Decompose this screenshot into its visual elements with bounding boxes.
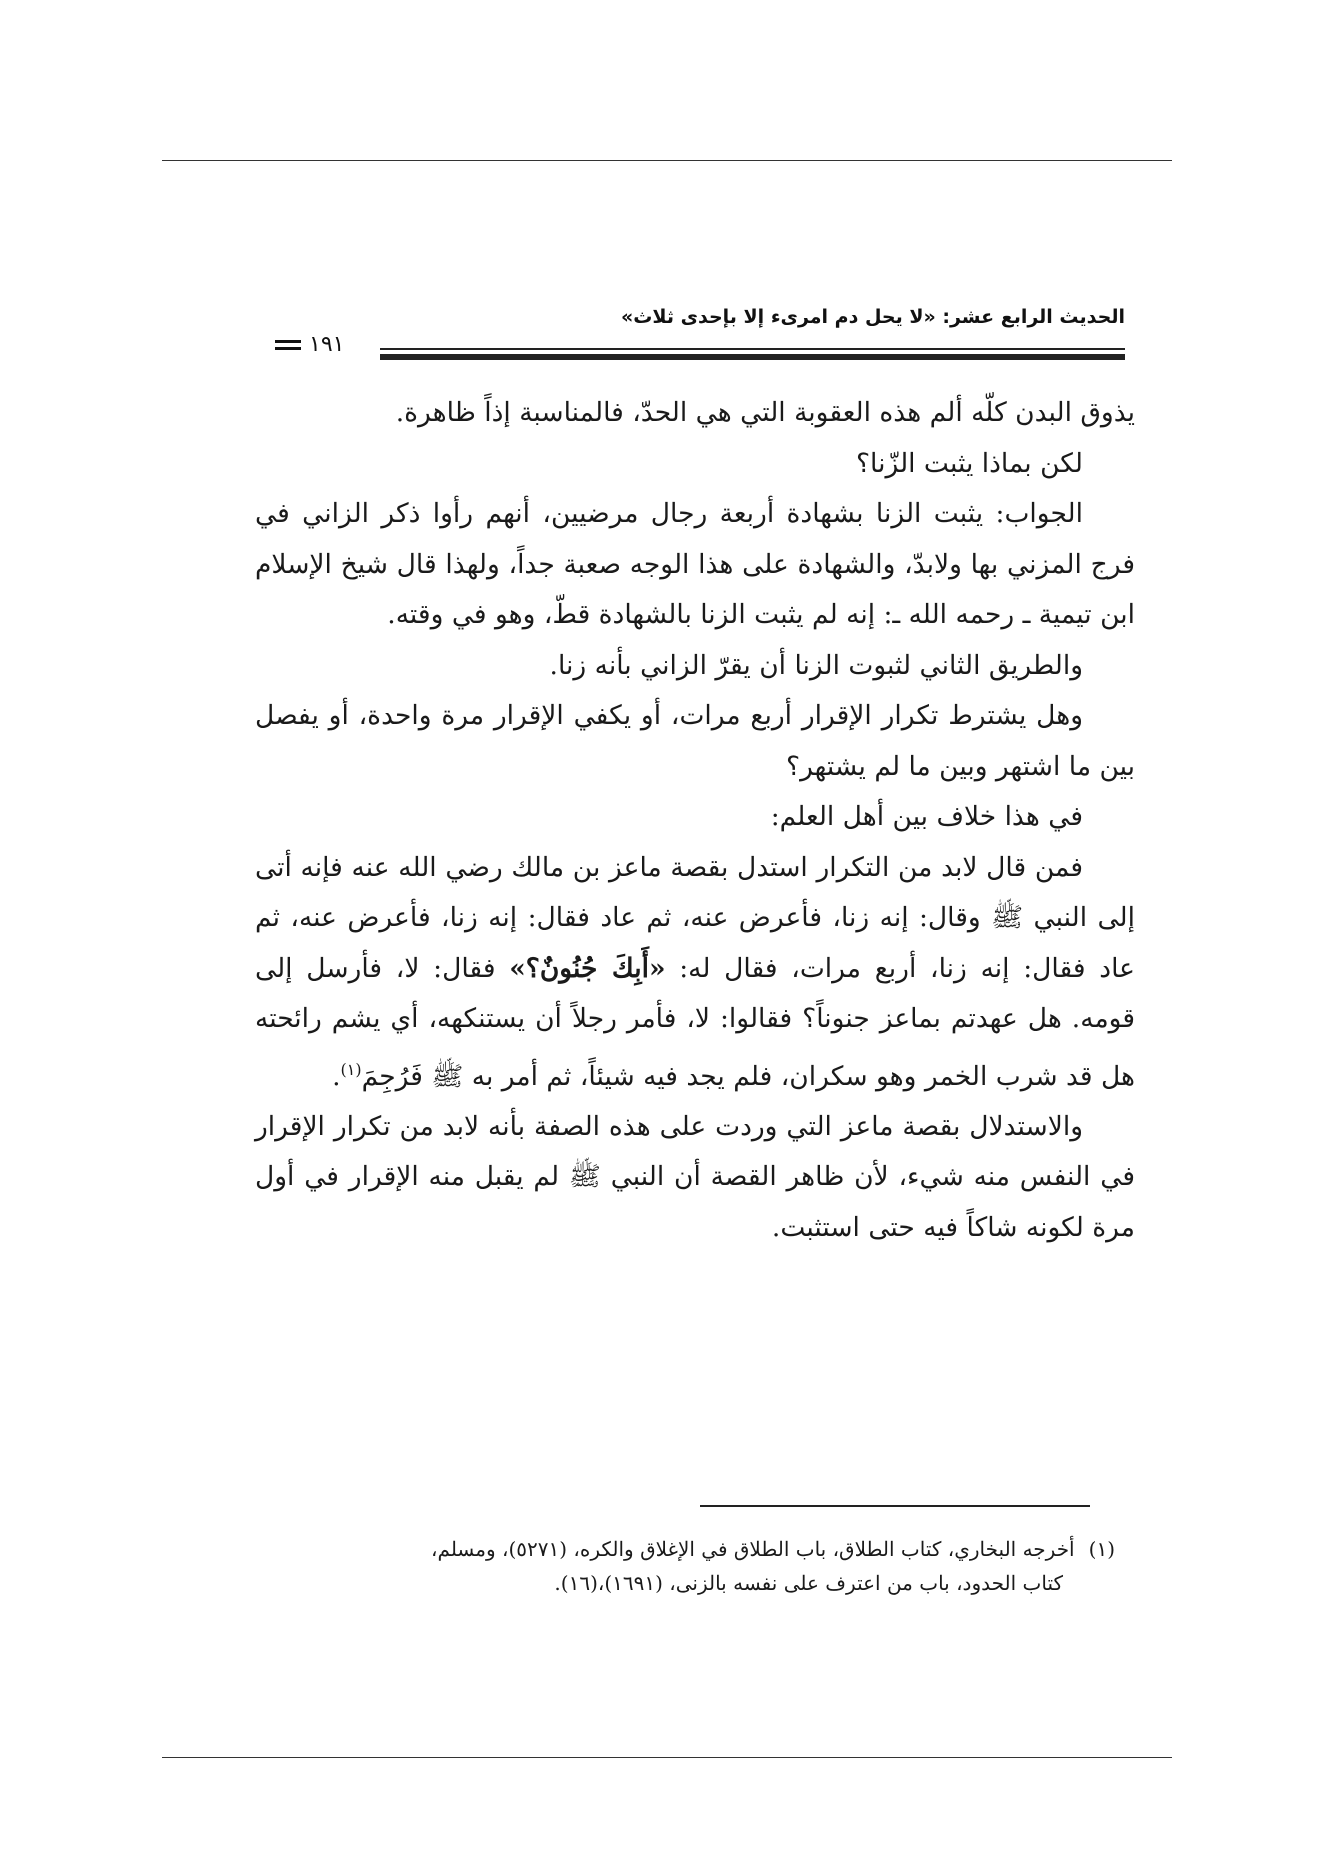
page-number-text: ١٩١ <box>309 332 345 357</box>
footnote-separator <box>700 1505 1090 1507</box>
paragraph-part: فمن قال لابد من التكرار استدل بقصة ماعز بن مالك رضي الله عنه فإنه أتى إلى النبي ﷺ وقال: إنه زنا، فأعرض عنه، ثم عاد فقال: إنه زنا، فأعرض عنه، ثم عاد فقال: إنه زنا، أربع مرات، فقال له: <box>255 851 1135 984</box>
page-number-ornament <box>275 340 301 350</box>
paragraph-end: . <box>332 1060 341 1092</box>
paragraph: في هذا خلاف بين أهل العلم: <box>770 801 1083 832</box>
paragraph: والاستدلال بقصة ماعز التي وردت على هذه الصفة بأنه لابد من تكرار الإقرار في النفس منه شيء، لأن ظاهر القصة أن النبي ﷺ لم يقبل منه الإقرار في أول مرة لكونه شاكاً فيه حتى استثبت. <box>255 1110 1135 1243</box>
prophet-quote: «أَبِكَ جُنُونٌ؟» <box>509 952 666 984</box>
paragraph: يذوق البدن كلّه ألم هذه العقوبة التي هي الحدّ، فالمناسبة إذاً ظاهرة. <box>395 397 1135 428</box>
body-text <box>255 388 1135 1253</box>
paragraph: لكن بماذا يثبت الزّنا؟ <box>855 447 1083 479</box>
top-page-rule <box>162 160 1172 161</box>
header-title: الحديث الرابع عشر: «لا يحل دم امرىء إلا بإحدى ثلاث» <box>621 306 1125 328</box>
footnote-reference[interactable]: (١) <box>340 1059 362 1079</box>
paragraph-part: فقال: لا، فأرسل إلى قومه. هل عهدتم بماعز جنوناً؟ فقالوا: لا، فأمر رجلاً أن يستنكهه، أي يشم رائحته هل قد شرب الخمر وهو سكران، فلم يجد فيه شيئاً، ثم أمر به ﷺ فَرُجِمَ <box>255 952 1135 1092</box>
paragraph: الجواب: يثبت الزنا بشهادة أربعة رجال مرضيين، أنهم رأوا ذكر الزاني في فرج المزني بها ولابدّ، والشهادة على هذا الوجه صعبة جداً، ولهذا قال شيخ الإسلام ابن تيمية ـ رحمه الله ـ: إنه لم يثبت الزنا بالشهادة قطّ، وهو في وقته. <box>255 498 1135 630</box>
footnote <box>225 1532 1115 1600</box>
running-header <box>275 306 1125 368</box>
footnote-number: (١) <box>1088 1537 1115 1561</box>
footnote-line: أخرجه البخاري، كتاب الطلاق، باب الطلاق في الإغلاق والكره، (٥٢٧١)، ومسلم، <box>431 1537 1075 1561</box>
paragraph-maez <box>255 843 1135 1102</box>
paragraph: وهل يشترط تكرار الإقرار أربع مرات، أو يكفي الإقرار مرة واحدة، أو يفصل بين ما اشتهر وبين ما لم يشتهر؟ <box>255 700 1135 782</box>
paragraph: والطريق الثاني لثبوت الزنا أن يقرّ الزاني بأنه زنا. <box>549 649 1083 681</box>
header-rule-thick <box>380 354 1125 360</box>
footnote-line: كتاب الحدود، باب من اعترف على نفسه بالزنى، (١٦٩١)،(١٦). <box>554 1571 1063 1595</box>
header-rule-thin <box>380 348 1125 350</box>
page-number <box>275 332 375 357</box>
bottom-page-rule <box>162 1757 1172 1758</box>
